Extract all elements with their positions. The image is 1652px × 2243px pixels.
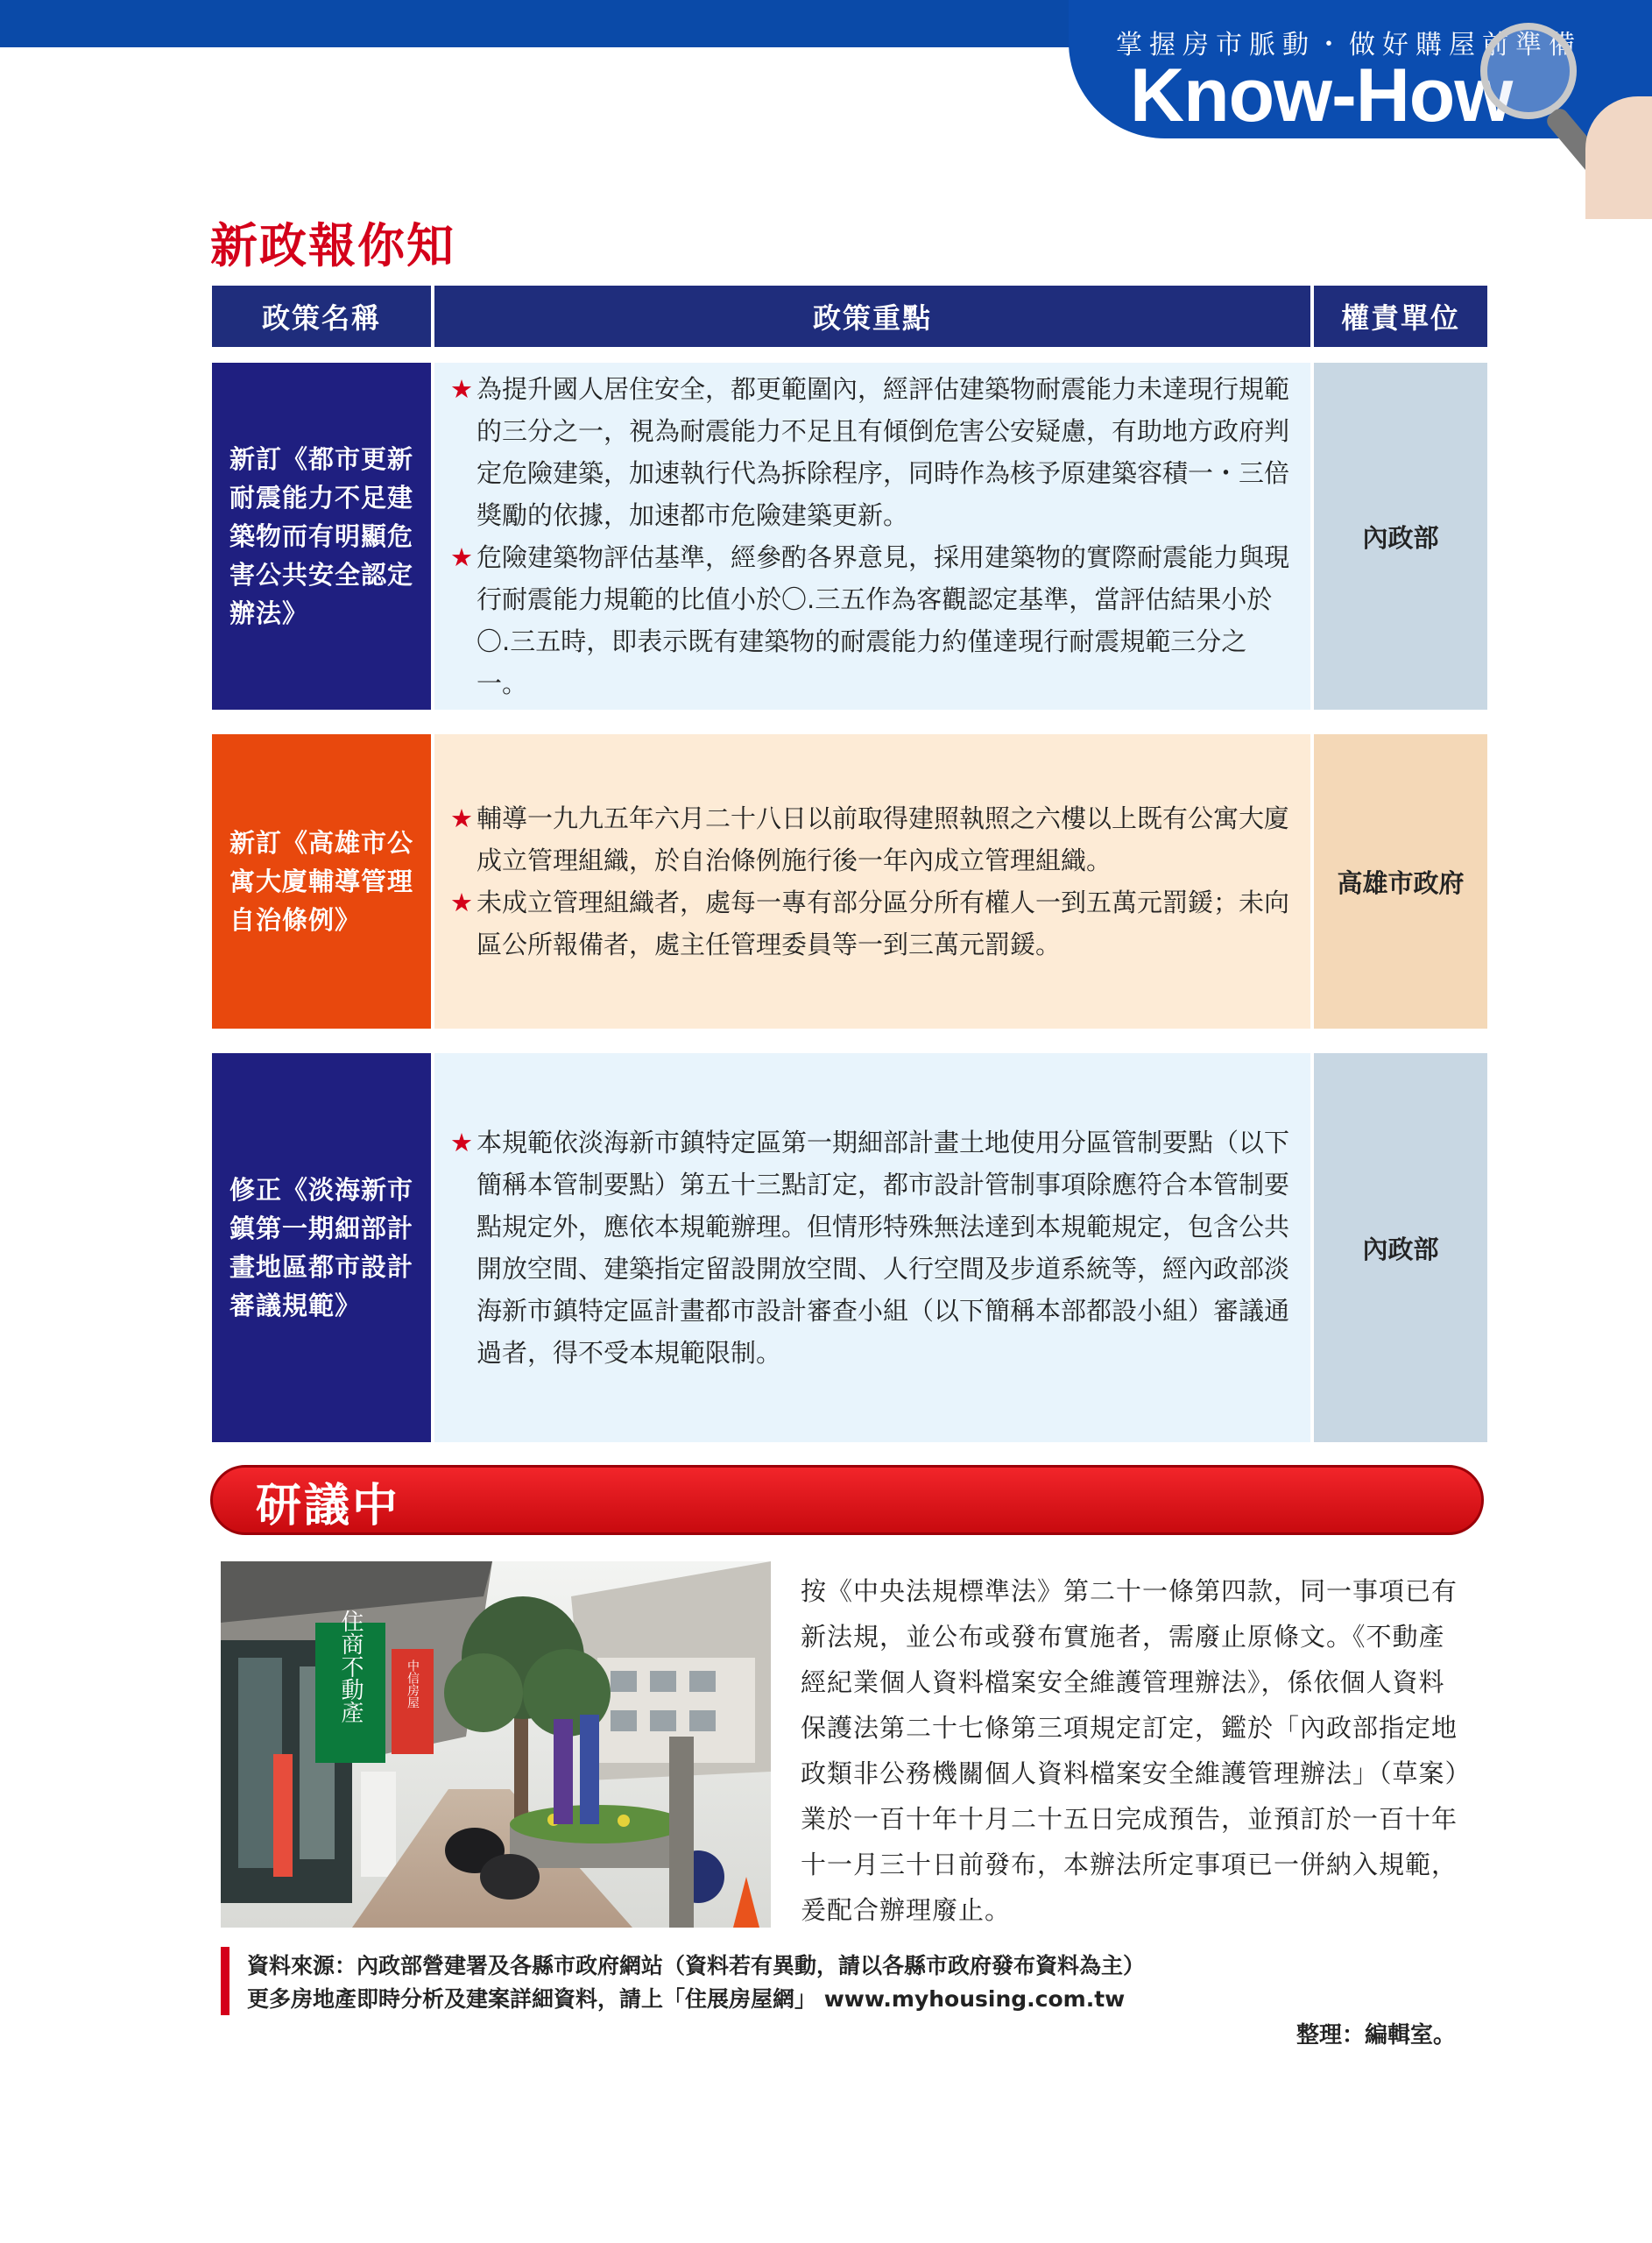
policy-point bbox=[450, 368, 1293, 536]
policy-points-list bbox=[450, 797, 1293, 966]
header-title: Know-How bbox=[1130, 53, 1513, 138]
policy-point-text: 輔導一九九五年六月二十八日以前取得建照執照之六樓以上既有公寓大廈成立管理組織，於自治條例施行後一年內成立管理組織。 bbox=[477, 803, 1290, 875]
star-icon: ★ bbox=[450, 542, 473, 572]
policy-point-text: 未成立管理組織者，處每一專有部分區分所有權人一到五萬元罰鍰；未向區公所報備者，處主任管理委員等一到三萬元罰鍰。 bbox=[477, 888, 1290, 959]
policy-points-cell bbox=[434, 363, 1310, 710]
star-icon: ★ bbox=[450, 803, 473, 833]
policy-point bbox=[450, 1122, 1293, 1374]
research-title: 研議中 bbox=[256, 1480, 401, 1532]
research-text: 按《中央法規標準法》第二十一條第四款，同一事項已有新法規，並公布或發布實施者，需廢止原條文。《不動產經紀業個人資料檔案安全維護管理辦法》，係依個人資料保護法第二十七條第三項規定訂定，鑑於「內政部指定地政類非公務機關個人資料檔案安全維護管理辦法」（草案）業於一百十年十月二十五日完成預告，並預訂於一百十年十一月三十日前發布，本辦法所定事項已一併納入規範，爰配合辦理廢止。 bbox=[801, 1576, 1459, 1925]
policy-unit-cell bbox=[1314, 734, 1487, 1029]
policy-unit: 內政部 bbox=[1362, 1234, 1439, 1264]
policy-point-text: 本規範依淡海新市鎮特定區第一期細部計畫土地使用分區管制要點（以下簡稱本管制要點）第五十三點訂定，都市設計管制事項除應符合本管制要點規定外，應依本規範辦理。但情形特殊無法達到本規範規定，包含公共開放空間、建築指定留設開放空間、人行空間及步道系統等，經內政部淡海新市鎮特定區計畫都市設計審查小組（以下簡稱本部都設小組）審議通過者，得不受本規範限制。 bbox=[477, 1128, 1290, 1368]
photo-sign-text: 中信房屋 bbox=[406, 1659, 420, 1709]
header-subtitle: 掌握房市脈動・做好購屋前準備 bbox=[1116, 30, 1582, 60]
table-header-name: 政策名稱 bbox=[212, 286, 431, 347]
photo-sign-text: 住商不動產 bbox=[337, 1610, 364, 1723]
policy-unit: 內政部 bbox=[1362, 522, 1439, 553]
policy-unit: 高雄市政府 bbox=[1337, 867, 1465, 898]
policy-point-text: 為提升國人居住安全，都更範圍內，經評估建築物耐震能力未達現行規範的三分之一，視為耐震能力不足且有傾倒危害公安疑慮，有助地方政府判定危險建築，加速執行代為拆除程序，同時作為核予原建築容積一・三倍獎勵的依據，加速都市危險建築更新。 bbox=[477, 374, 1290, 530]
policy-points-list bbox=[450, 1122, 1293, 1374]
table-header-focus: 政策重點 bbox=[434, 286, 1310, 347]
table-header-unit: 權責單位 bbox=[1314, 286, 1487, 347]
star-icon: ★ bbox=[450, 888, 473, 917]
policy-unit-cell bbox=[1314, 363, 1487, 710]
street-photo bbox=[221, 1561, 771, 1928]
policy-name: 修正《淡海新市鎮第一期細部計畫地區都市設計審議規範》 bbox=[229, 1175, 414, 1320]
policy-points-cell bbox=[434, 734, 1310, 1029]
street-photo-illustration bbox=[221, 1561, 771, 1928]
research-banner bbox=[210, 1465, 1484, 1535]
policy-unit-cell bbox=[1314, 1053, 1487, 1442]
section-title: 新政報你知 bbox=[210, 218, 455, 273]
policy-point bbox=[450, 881, 1293, 966]
star-icon: ★ bbox=[450, 374, 473, 404]
policy-name-cell bbox=[212, 1053, 431, 1442]
source-accent-bar bbox=[221, 1947, 229, 2015]
policy-name: 新訂《高雄市公寓大廈輔導管理自治條例》 bbox=[229, 828, 414, 935]
star-icon: ★ bbox=[450, 1128, 473, 1157]
more-info-text: 更多房地產即時分析及建案詳細資料，請上「住展房屋網」 www.myhousing.com.tw bbox=[247, 1986, 1126, 2012]
policy-point-text: 危險建築物評估基準，經參酌各界意見，採用建築物的實際耐震能力與現行耐震能力規範的比值小於〇.三五作為客觀認定基準，當評估結果小於〇.三五時，即表示既有建築物的耐震能力約僅達現行耐震規範三分之一。 bbox=[477, 542, 1290, 698]
policy-name: 新訂《都市更新耐震能力不足建築物而有明顯危害公共安全認定辦法》 bbox=[229, 444, 414, 628]
policy-name-cell bbox=[212, 363, 431, 710]
policy-points-cell bbox=[434, 1053, 1310, 1442]
policy-point bbox=[450, 797, 1293, 881]
editor-credit: 整理：編輯室。 bbox=[1296, 2022, 1457, 2048]
policy-point bbox=[450, 536, 1293, 704]
policy-points-list bbox=[450, 368, 1293, 704]
policy-name-cell bbox=[212, 734, 431, 1029]
magnifier-icon bbox=[1480, 23, 1577, 119]
source-text: 資料來源：內政部營建署及各縣市政府網站（資料若有異動，請以各縣市政府發布資料為主） bbox=[247, 1953, 1146, 1978]
